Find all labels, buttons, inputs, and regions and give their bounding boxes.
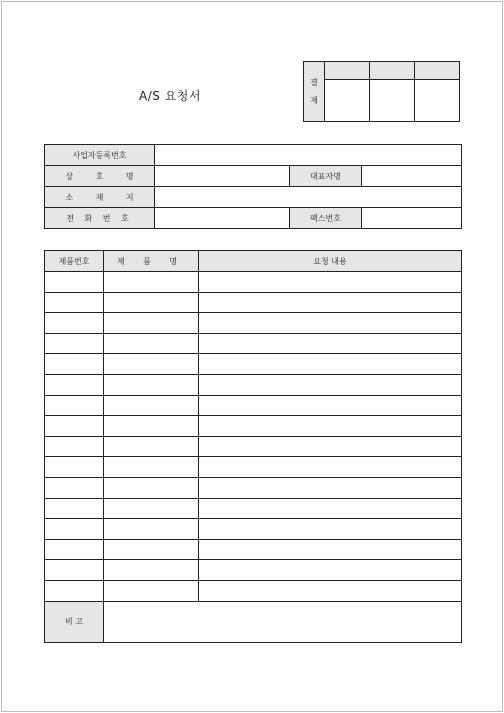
approval-label-bottom: 재 <box>310 95 318 105</box>
product-no-cell[interactable] <box>45 292 104 313</box>
product-name-cell[interactable] <box>104 477 199 498</box>
address-label: 소 재 지 <box>45 187 155 208</box>
product-name-cell[interactable] <box>104 354 199 375</box>
phone-label: 전 화 번 호 <box>45 208 155 229</box>
trade-name-field[interactable] <box>155 166 290 187</box>
product-no-cell[interactable] <box>45 354 104 375</box>
product-no-cell[interactable] <box>45 498 104 519</box>
product-name-cell[interactable] <box>104 292 199 313</box>
request-content-cell[interactable] <box>199 395 462 416</box>
table-row <box>45 477 462 498</box>
col-header-product-name: 제 품 명 <box>104 251 199 272</box>
table-row <box>45 560 462 581</box>
approval-label-top: 결 <box>310 77 318 87</box>
product-name-cell[interactable] <box>104 498 199 519</box>
request-table <box>44 250 462 643</box>
table-row <box>45 374 462 395</box>
fax-label: 팩스번호 <box>290 208 362 229</box>
table-row <box>45 539 462 560</box>
product-name-cell[interactable] <box>104 374 199 395</box>
request-content-cell[interactable] <box>199 374 462 395</box>
address-field[interactable] <box>155 187 462 208</box>
approval-header-3 <box>415 62 460 80</box>
col-header-product-no: 제품번호 <box>45 251 104 272</box>
product-no-cell[interactable] <box>45 272 104 293</box>
request-content-cell[interactable] <box>199 457 462 478</box>
request-content-cell[interactable] <box>199 560 462 581</box>
request-content-cell[interactable] <box>199 416 462 437</box>
product-name-cell[interactable] <box>104 395 199 416</box>
approval-header-2 <box>370 62 415 80</box>
request-content-cell[interactable] <box>199 498 462 519</box>
product-name-cell[interactable] <box>104 580 199 601</box>
request-content-cell[interactable] <box>199 519 462 540</box>
product-no-cell[interactable] <box>45 457 104 478</box>
table-row <box>45 292 462 313</box>
fax-field[interactable] <box>362 208 462 229</box>
product-name-cell[interactable] <box>104 560 199 581</box>
request-content-cell[interactable] <box>199 272 462 293</box>
request-content-cell[interactable] <box>199 333 462 354</box>
table-row <box>45 333 462 354</box>
product-name-cell[interactable] <box>104 457 199 478</box>
table-row <box>45 436 462 457</box>
table-row <box>45 416 462 437</box>
approval-header-1 <box>325 62 370 80</box>
table-row <box>45 457 462 478</box>
biz-no-label: 사업자등록번호 <box>45 145 155 166</box>
rep-name-field[interactable] <box>362 166 462 187</box>
product-no-cell[interactable] <box>45 477 104 498</box>
col-header-request: 요청 내용 <box>199 251 462 272</box>
table-row <box>45 395 462 416</box>
product-no-cell[interactable] <box>45 313 104 334</box>
phone-field[interactable] <box>155 208 290 229</box>
trade-name-label: 상 호 명 <box>45 166 155 187</box>
request-content-cell[interactable] <box>199 292 462 313</box>
request-content-cell[interactable] <box>199 354 462 375</box>
product-no-cell[interactable] <box>45 539 104 560</box>
product-name-cell[interactable] <box>104 333 199 354</box>
table-row <box>45 580 462 601</box>
request-content-cell[interactable] <box>199 580 462 601</box>
approval-sign-1[interactable] <box>325 80 370 122</box>
approval-label <box>304 62 325 122</box>
product-no-cell[interactable] <box>45 580 104 601</box>
product-name-cell[interactable] <box>104 272 199 293</box>
product-no-cell[interactable] <box>45 436 104 457</box>
product-name-cell[interactable] <box>104 416 199 437</box>
table-row <box>45 498 462 519</box>
approval-sign-2[interactable] <box>370 80 415 122</box>
biz-no-field[interactable] <box>155 145 462 166</box>
product-name-cell[interactable] <box>104 313 199 334</box>
product-no-cell[interactable] <box>45 395 104 416</box>
request-content-cell[interactable] <box>199 436 462 457</box>
remarks-label: 비 고 <box>45 601 104 642</box>
product-no-cell[interactable] <box>45 519 104 540</box>
table-row <box>45 272 462 293</box>
document-title: A/S 요청서 <box>139 89 201 103</box>
company-info-table <box>44 144 462 229</box>
request-content-cell[interactable] <box>199 477 462 498</box>
product-no-cell[interactable] <box>45 560 104 581</box>
table-row <box>45 519 462 540</box>
rep-name-label: 대표자명 <box>290 166 362 187</box>
table-row <box>45 313 462 334</box>
product-name-cell[interactable] <box>104 519 199 540</box>
request-content-cell[interactable] <box>199 539 462 560</box>
remarks-field[interactable] <box>104 601 462 642</box>
table-row <box>45 354 462 375</box>
approval-sign-3[interactable] <box>415 80 460 122</box>
product-name-cell[interactable] <box>104 436 199 457</box>
product-no-cell[interactable] <box>45 333 104 354</box>
request-content-cell[interactable] <box>199 313 462 334</box>
product-no-cell[interactable] <box>45 416 104 437</box>
product-no-cell[interactable] <box>45 374 104 395</box>
product-name-cell[interactable] <box>104 539 199 560</box>
approval-box <box>303 61 460 122</box>
